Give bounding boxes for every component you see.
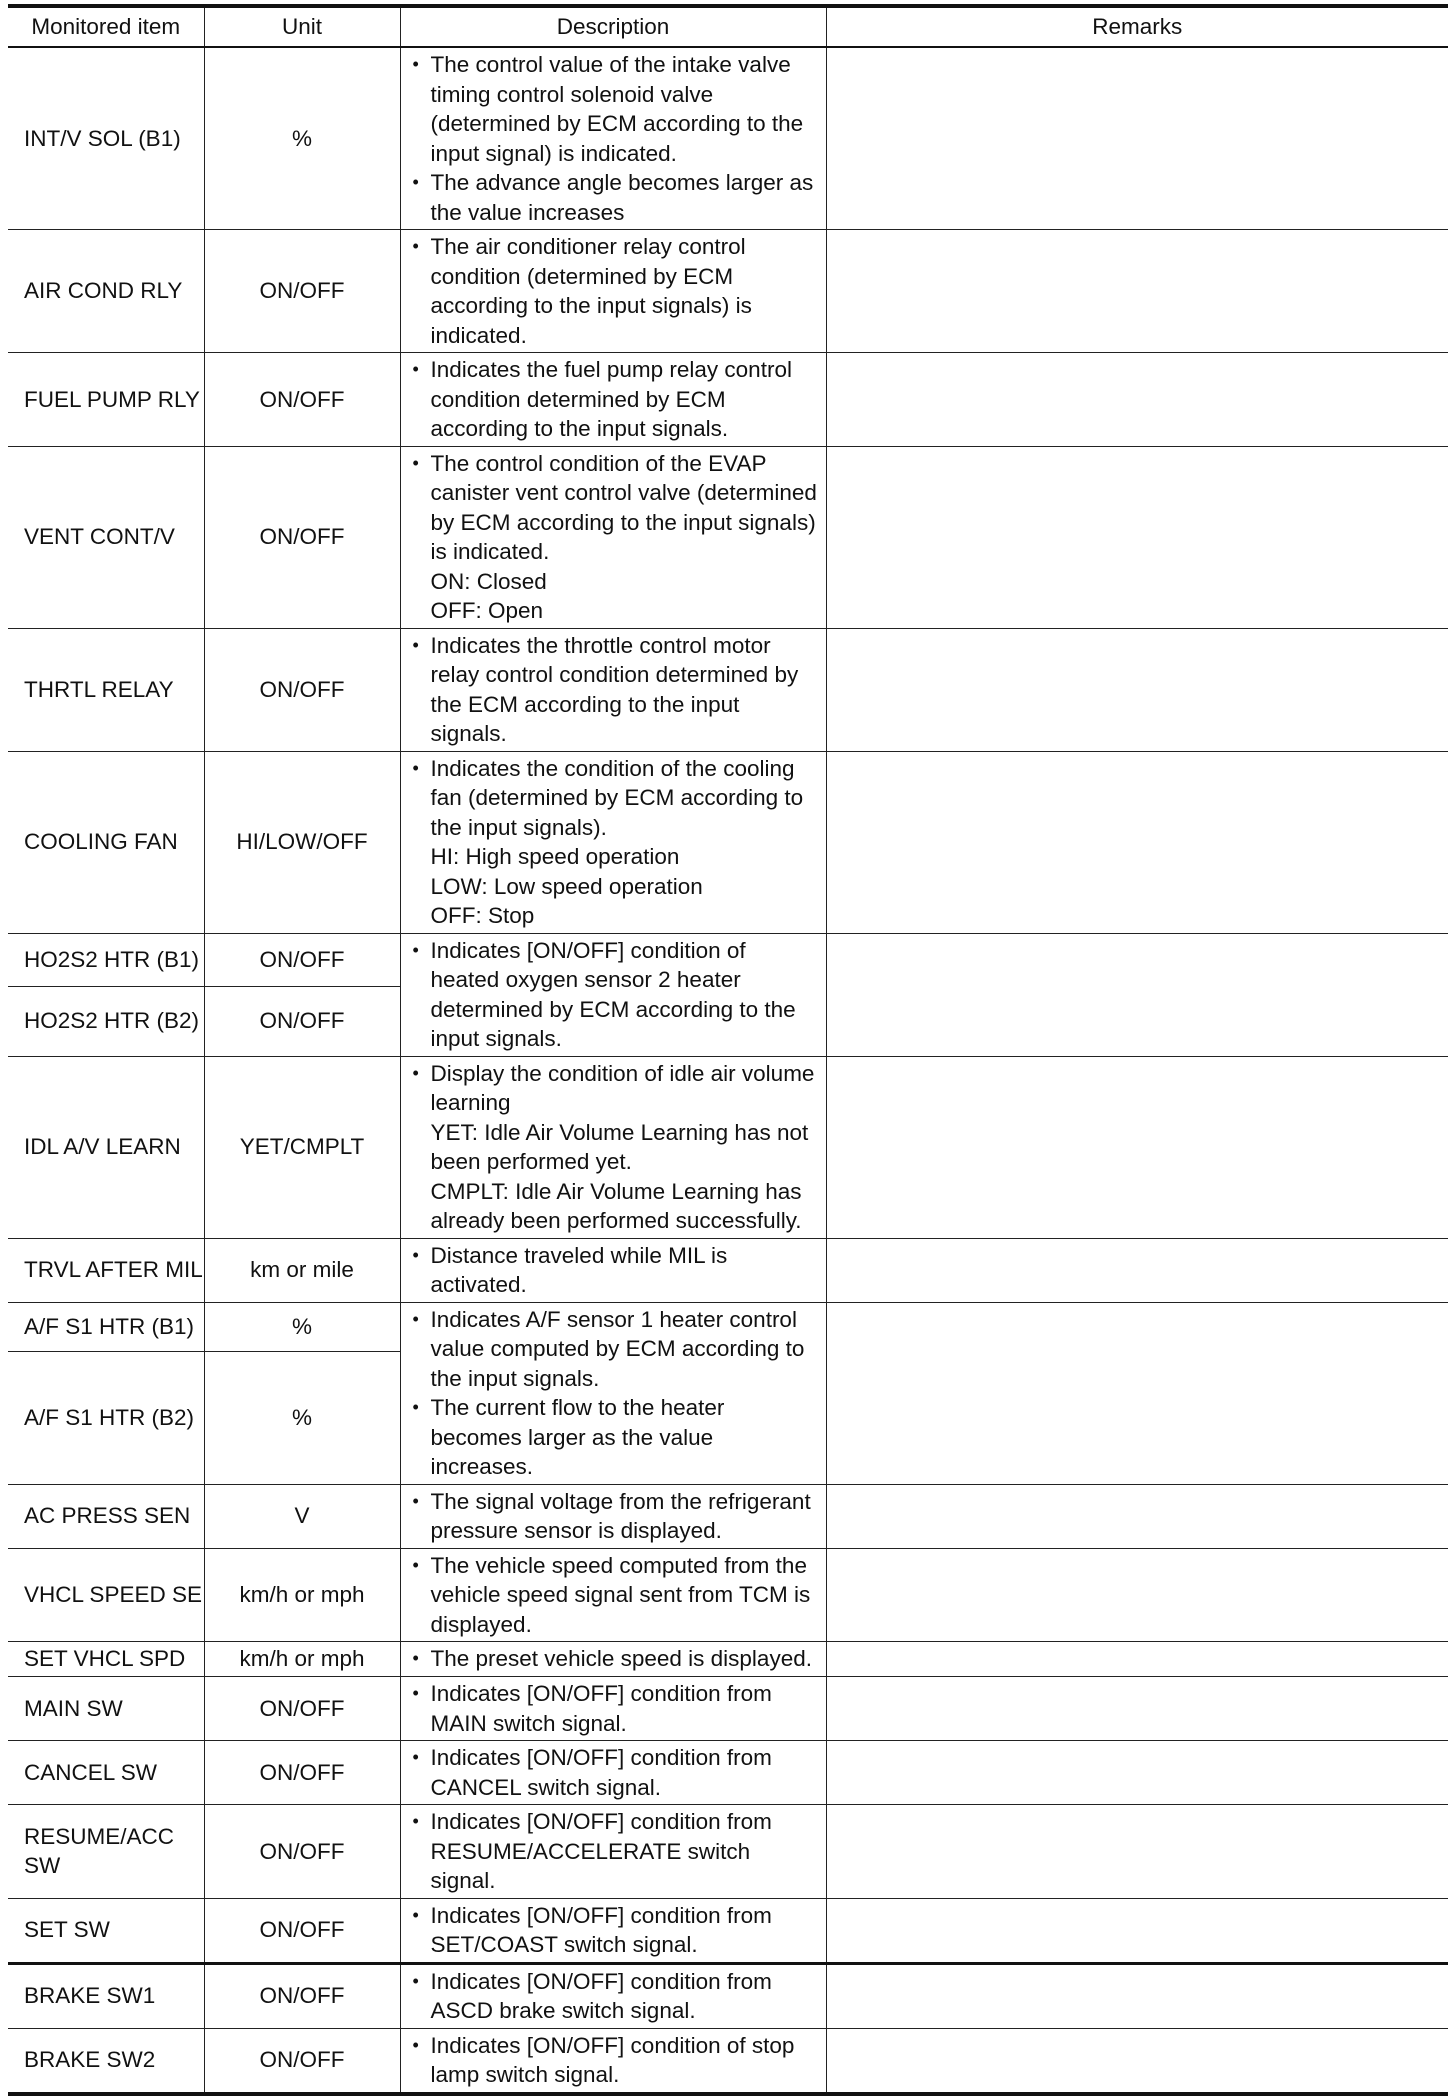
header-remarks: Remarks: [826, 6, 1448, 47]
item-cell: CANCEL SW: [8, 1741, 204, 1805]
table-row: [8, 1548, 1448, 1642]
description-cell: [400, 933, 826, 1056]
description-cell: [400, 1677, 826, 1741]
description-cell: [400, 628, 826, 751]
unit-cell: ON/OFF: [204, 1805, 400, 1899]
item-cell: TRVL AFTER MIL: [8, 1238, 204, 1302]
item-cell: RESUME/ACC SW: [8, 1805, 204, 1899]
description-bullet: [411, 754, 820, 931]
item-cell: MAIN SW: [8, 1677, 204, 1741]
description-cell: [400, 47, 826, 230]
description-bullet: • Indicates [ON/OFF] condition from SET/COAST switch signal.: [411, 1901, 820, 1960]
description-bullets: [411, 1059, 820, 1236]
remarks-cell: [826, 933, 1448, 1056]
description-subline: ON: Closed: [430, 568, 547, 594]
unit-cell: ON/OFF: [204, 986, 400, 1056]
item-cell: SET VHCL SPD: [8, 1642, 204, 1677]
description-bullets: [411, 1743, 820, 1802]
description-cell: [400, 1302, 826, 1484]
description-bullets: [411, 232, 820, 350]
item-cell: BRAKE SW2: [8, 2028, 204, 2094]
remarks-cell: [826, 1238, 1448, 1302]
header-monitored-item: Monitored item: [8, 6, 204, 47]
description-bullet: • Indicates [ON/OFF] condition from RESUME/ACCELERATE switch signal.: [411, 1807, 820, 1896]
description-bullets: [411, 1305, 820, 1482]
remarks-cell: [826, 1677, 1448, 1741]
description-bullet: • Indicates A/F sensor 1 heater control value computed by ECM according to the input signals.: [411, 1305, 820, 1394]
remarks-cell: [826, 751, 1448, 933]
description-bullet-text: Display the condition of idle air volume learning: [430, 1060, 815, 1115]
description-cell: [400, 1805, 826, 1899]
unit-cell: YET/CMPLT: [204, 1056, 400, 1238]
table-row: [8, 1677, 1448, 1741]
unit-cell: %: [204, 47, 400, 230]
description-cell: [400, 751, 826, 933]
remarks-cell: [826, 628, 1448, 751]
description-bullet: [411, 1059, 820, 1236]
description-bullets: [411, 631, 820, 749]
item-cell: THRTL RELAY: [8, 628, 204, 751]
unit-cell: V: [204, 1484, 400, 1548]
item-cell: IDL A/V LEARN: [8, 1056, 204, 1238]
description-cell: [400, 446, 826, 628]
table-row: [8, 1963, 1448, 2028]
table-header-row: [8, 6, 1448, 47]
remarks-cell: [826, 1963, 1448, 2028]
description-bullet: • Indicates [ON/OFF] condition of stop lamp switch signal.: [411, 2031, 820, 2090]
description-bullets: [411, 449, 820, 626]
unit-cell: ON/OFF: [204, 1677, 400, 1741]
table-row: [8, 2028, 1448, 2094]
description-bullets: [411, 1487, 820, 1546]
description-bullet: • Indicates [ON/OFF] condition from CANCEL switch signal.: [411, 1743, 820, 1802]
description-bullets: [411, 2031, 820, 2090]
description-subline: YET: Idle Air Volume Learning has not been performed yet.: [430, 1119, 809, 1174]
description-cell: [400, 1548, 826, 1642]
unit-cell: HI/LOW/OFF: [204, 751, 400, 933]
description-bullets: [411, 355, 820, 444]
description-bullet-text: The control condition of the EVAP canister vent control valve (determined by ECM according to the input signals) is indicated.: [430, 450, 817, 564]
description-subline: OFF: Open: [430, 598, 544, 623]
description-bullets: [411, 1807, 820, 1896]
remarks-cell: [826, 1898, 1448, 1963]
description-bullets: [411, 1644, 820, 1674]
table-row: [8, 1238, 1448, 1302]
description-bullet: • The vehicle speed computed from the vehicle speed signal sent from TCM is displayed.: [411, 1551, 820, 1640]
unit-cell: %: [204, 1352, 400, 1484]
item-cell: A/F S1 HTR (B2): [8, 1352, 204, 1484]
table-row: [8, 751, 1448, 933]
description-bullet: • The control value of the intake valve timing control solenoid valve (determined by ECM according to the input signal) is indicated.: [411, 50, 820, 168]
unit-cell: km or mile: [204, 1238, 400, 1302]
unit-cell: %: [204, 1302, 400, 1352]
description-bullet: • The preset vehicle speed is displayed.: [411, 1644, 820, 1674]
description-bullet: • Indicates the throttle control motor relay control condition determined by the ECM according to the input signals.: [411, 631, 820, 749]
description-bullets: [411, 1901, 820, 1960]
unit-cell: ON/OFF: [204, 1963, 400, 2028]
remarks-cell: [826, 1642, 1448, 1677]
unit-cell: ON/OFF: [204, 446, 400, 628]
description-bullet: • The signal voltage from the refrigerant pressure sensor is displayed.: [411, 1487, 820, 1546]
remarks-cell: [826, 1548, 1448, 1642]
table-row: [8, 1484, 1448, 1548]
description-bullets: [411, 936, 820, 1054]
remarks-cell: [826, 1741, 1448, 1805]
description-bullet: [411, 449, 820, 626]
description-bullet: • Indicates the fuel pump relay control condition determined by ECM according to the input signals.: [411, 355, 820, 444]
description-cell: [400, 2028, 826, 2094]
item-cell: COOLING FAN: [8, 751, 204, 933]
table-row: [8, 230, 1448, 353]
item-cell: SET SW: [8, 1898, 204, 1963]
description-cell: [400, 1238, 826, 1302]
unit-cell: ON/OFF: [204, 1898, 400, 1963]
remarks-cell: [826, 1056, 1448, 1238]
table-row: [8, 47, 1448, 230]
unit-cell: ON/OFF: [204, 1741, 400, 1805]
remarks-cell: [826, 1484, 1448, 1548]
description-cell: [400, 1056, 826, 1238]
table-row: [8, 1898, 1448, 1963]
item-cell: HO2S2 HTR (B1): [8, 933, 204, 986]
item-cell: VENT CONT/V: [8, 446, 204, 628]
item-cell: HO2S2 HTR (B2): [8, 986, 204, 1056]
description-bullet: • Indicates [ON/OFF] condition from ASCD brake switch signal.: [411, 1967, 820, 2026]
table-row: [8, 1805, 1448, 1899]
description-cell: [400, 230, 826, 353]
header-unit: Unit: [204, 6, 400, 47]
table-row: [8, 1302, 1448, 1352]
description-bullets: [411, 1967, 820, 2026]
description-cell: [400, 1741, 826, 1805]
table-row: [8, 628, 1448, 751]
header-description: Description: [400, 6, 826, 47]
table-row: [8, 1642, 1448, 1677]
table-row: [8, 1741, 1448, 1805]
description-bullets: [411, 754, 820, 931]
description-bullet: • The advance angle becomes larger as the value increases: [411, 168, 820, 227]
description-subline: CMPLT: Idle Air Volume Learning has already been performed successfully.: [430, 1178, 802, 1233]
description-bullets: [411, 1241, 820, 1300]
item-cell: BRAKE SW1: [8, 1963, 204, 2028]
description-cell: [400, 353, 826, 447]
item-cell: AIR COND RLY: [8, 230, 204, 353]
description-cell: [400, 1963, 826, 2028]
remarks-cell: [826, 230, 1448, 353]
description-cell: [400, 1898, 826, 1963]
remarks-cell: [826, 1805, 1448, 1899]
unit-cell: km/h or mph: [204, 1548, 400, 1642]
item-cell: VHCL SPEED SE: [8, 1548, 204, 1642]
description-bullet: • Indicates [ON/OFF] condition of heated oxygen sensor 2 heater determined by ECM according to the input signals.: [411, 936, 820, 1054]
description-bullet-text: Indicates the condition of the cooling fan (determined by ECM according to the input signals).: [430, 755, 804, 840]
table-row: [8, 933, 1448, 986]
description-bullet: • The air conditioner relay control condition (determined by ECM according to the input signals) is indicated.: [411, 232, 820, 350]
remarks-cell: [826, 1302, 1448, 1484]
unit-cell: ON/OFF: [204, 230, 400, 353]
description-bullet: • Distance traveled while MIL is activated.: [411, 1241, 820, 1300]
description-bullet: • The current flow to the heater becomes larger as the value increases.: [411, 1393, 820, 1482]
description-subline: OFF: Stop: [430, 903, 535, 928]
data-monitor-table: [8, 4, 1448, 2096]
description-bullet: • Indicates [ON/OFF] condition from MAIN switch signal.: [411, 1679, 820, 1738]
remarks-cell: [826, 47, 1448, 230]
description-bullets: [411, 50, 820, 227]
unit-cell: ON/OFF: [204, 2028, 400, 2094]
unit-cell: km/h or mph: [204, 1642, 400, 1677]
unit-cell: ON/OFF: [204, 933, 400, 986]
item-cell: A/F S1 HTR (B1): [8, 1302, 204, 1352]
description-bullets: [411, 1551, 820, 1640]
table-row: [8, 353, 1448, 447]
item-cell: FUEL PUMP RLY: [8, 353, 204, 447]
description-cell: [400, 1642, 826, 1677]
remarks-cell: [826, 353, 1448, 447]
unit-cell: ON/OFF: [204, 628, 400, 751]
remarks-cell: [826, 2028, 1448, 2094]
description-subline: HI: High speed operation: [430, 844, 680, 869]
unit-cell: ON/OFF: [204, 353, 400, 447]
description-bullets: [411, 1679, 820, 1738]
table-row: [8, 1056, 1448, 1238]
description-cell: [400, 1484, 826, 1548]
table-row: [8, 446, 1448, 628]
remarks-cell: [826, 446, 1448, 628]
item-cell: AC PRESS SEN: [8, 1484, 204, 1548]
description-subline: LOW: Low speed operation: [430, 873, 703, 899]
item-cell: INT/V SOL (B1): [8, 47, 204, 230]
